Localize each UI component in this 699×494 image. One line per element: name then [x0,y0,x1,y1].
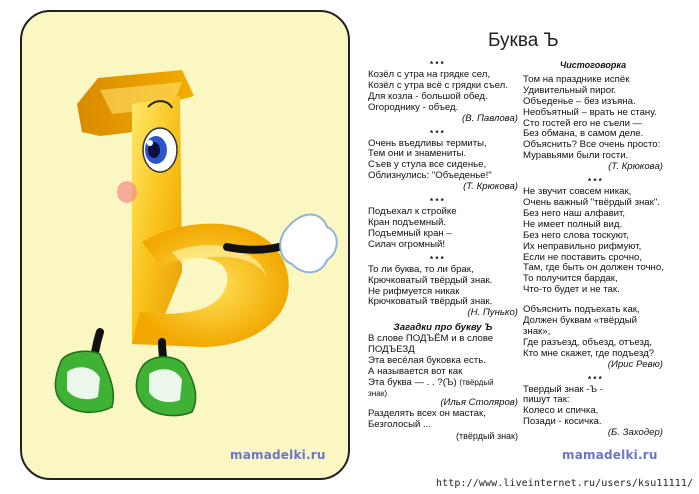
poem-line: Не звучит совсем никак, [523,186,632,198]
poem-line: Не имеет полный вид. [523,218,623,230]
poem-line: Без обмана, в самом деле. [523,128,644,140]
footer-url: http://www.liveinternet.ru/users/ksu11111/ [436,478,694,489]
stars-divider: * * * [588,374,602,384]
poem-line: Объяснить подъехать как, [523,304,640,316]
poem-author: (Н. Пунько) [467,307,518,319]
poem-line: Том на празднике испёк [523,73,630,85]
poem-line: Если не поставить срочно, [523,251,643,263]
poem-line: Необъятный – врать не стану. [523,106,657,118]
riddle-line [368,378,518,389]
riddle-answer: (твёрдый [459,377,494,387]
poem-author: (В. Павлова) [462,112,518,124]
riddle-answer: (твёрдый знак) [456,430,518,441]
left-column [368,60,518,442]
poem-line: Съев у стула все сиденье, [368,159,487,171]
poem-line: Муравьями были гости. [523,150,629,162]
glove-icon [280,215,336,273]
watermark-left: mamadelki.ru [230,448,326,462]
poem-author: (Б. Заходер) [607,427,663,439]
riddle-line: Безголосый ... [368,418,431,430]
stars-divider: * * * [430,254,444,264]
poem-line: Кран подъемный. [368,216,447,228]
tongue-twister-heading: Чистоговорка [559,60,627,70]
riddle-line: Эта весёлая буковка есть. [368,354,486,366]
stars-divider: * * * [430,197,444,207]
hard-sign-character-illustration [22,12,350,480]
poem-line: Там, где быть он должен точно, [523,262,664,274]
poem-line: Подъемный кран – [368,227,452,239]
poem-line: Для козла - большой обед. [368,90,488,102]
poem-line: Тем они и знамениты. [368,148,467,160]
riddle-author: (Илья Столяров) [440,397,518,409]
poem-line: Где разъезд, объезд, отъезд, [523,336,652,348]
poem-line: Очень въедливы термиты, [368,137,487,149]
poem-line: Их неправильно рифмуют, [523,240,642,252]
poem-line: Кто мне скажет, где подъезд? [523,347,655,359]
riddle-line: А называется вот как [368,365,463,377]
poem-line: знак», [523,325,551,337]
poem-line: Огороднику - объед. [368,101,459,113]
stars-divider: * * * [430,128,444,138]
illustration-card [20,10,350,480]
poem-line: Очень важный "твёрдый знак". [523,196,660,208]
riddle-line: ПОДЪЕЗД [368,344,415,356]
poem-line: Твердый знак -Ъ - [523,383,603,395]
poem-line: Козёл с утра на грядке сел, [368,69,491,80]
poem-line: Объеденье – без изъяна. [523,95,636,107]
poem-line: Позади - косичка. [523,416,602,428]
riddle-question: Эта буква — . . ?(Ъ) [368,376,460,388]
riddles-heading: Загадки про букву Ъ [393,322,493,334]
poem-line: Что-то будет и не так. [523,284,620,296]
poem-line: Должен буквам «твёрдый [523,315,638,327]
poem-line: Без него наш алфавит, [523,207,626,219]
poem-author: (Т. Крюкова) [608,161,663,173]
poem-line: Крючковатый твёрдый знак. [368,274,493,286]
poem-line: То получится бардак, [523,273,618,285]
cheek [117,181,137,203]
poem-line: То ли буква, то ли брак, [368,263,474,275]
riddle-line: Разделять всех он мастак, [368,408,486,420]
right-column [523,60,663,439]
poem-line: Силач огромный! [368,238,445,250]
poem-line: Облизнулись: "Объеденье!" [368,170,492,182]
poem-line: Крючковатый твёрдый знак. [368,296,493,308]
poem-line: Не рифмуется никак [368,285,460,297]
riddle-line: В слове ПОДЪЁМ и в слове [368,333,494,345]
stars-divider: * * * [430,60,444,69]
poem-author: (Т. Крюкова) [463,181,518,193]
watermark-right: mamadelki.ru [562,448,658,462]
poem-line: Сто гостей его не съели — [523,117,643,129]
poem-line: Удивительный пирог. [523,84,617,96]
poem-line: Без него слова тоскуют, [523,229,629,241]
poem-line: Подъехал к стройке [368,206,457,218]
page-title: Буква Ъ [488,30,559,51]
poem-line: Колесо и спичка, [523,405,599,417]
poem-line: Козёл с утра всё с грядки съел. [368,79,508,91]
poem-author: (Ирис Ревю) [607,358,663,370]
riddle-answer: знак) [368,388,388,398]
poem-line: пишут так: [523,394,570,406]
poem-line: Объяснить? Все очень просто: [523,139,661,151]
stars-divider: * * * [588,177,602,187]
